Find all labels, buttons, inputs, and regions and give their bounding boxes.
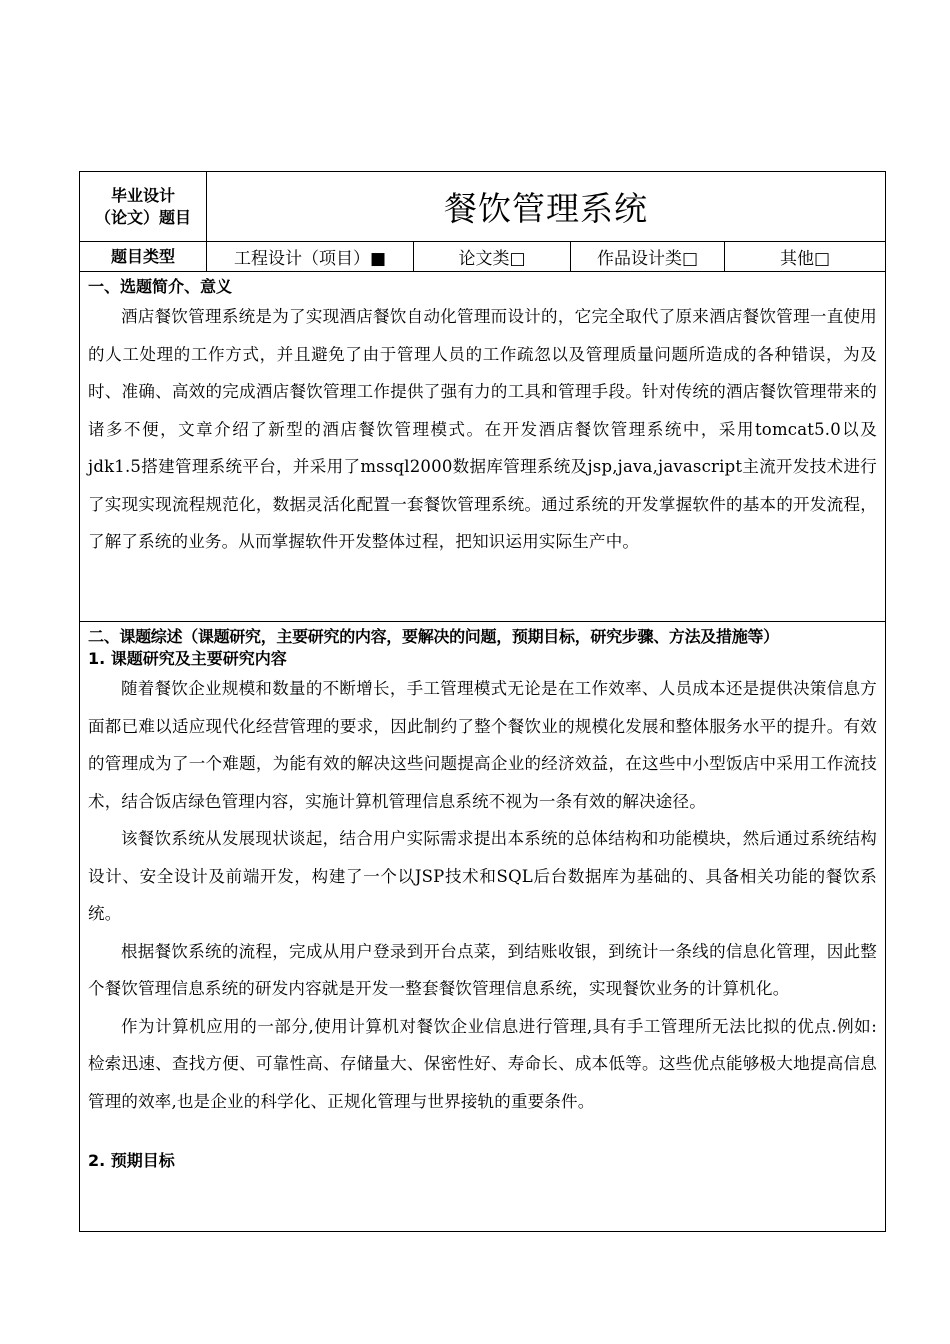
type-option-other: 其他□	[725, 242, 886, 272]
type-option-thesis: 论文类□	[414, 242, 571, 272]
section2-paragraph-1: 随着餐饮企业规模和数量的不断增长，手工管理模式无论是在工作效率、人员成本还是提供决策信息方面都已难以适应现代化经营管理的要求，因此制约了整个餐饮业的规模化发展和整体服务水平的提升。有效的管理成为了一个难题，为能有效的解决这些问题提高企业的经济效益，在这些中小型饭店中采用工作流技术，结合饭店绿色管理内容，实施计算机管理信息系统不视为一条有效的解决途径。	[88, 679, 877, 811]
section1-heading: 一、选题简介、意义	[88, 277, 233, 296]
section2-sub2-heading: 2. 预期目标	[88, 1151, 175, 1170]
section1-cell	[80, 272, 886, 622]
type-option-design: 作品设计类□	[571, 242, 725, 272]
type-option-engineering: 工程设计（项目）■	[207, 242, 414, 272]
section1-paragraph: 酒店餐饮管理系统是为了实现酒店餐饮自动化管理而设计的，它完全取代了原来酒店餐饮管理一直使用的人工处理的工作方式，并且避免了由于管理人员的工作疏忽以及管理质量问题所造成的各种错误，为及时、准确、高效的完成酒店餐饮管理工作提供了强有力的工具和管理手段。针对传统的酒店餐饮管理带来的诸多不便，文章介绍了新型的酒店餐饮管理模式。在开发酒店餐饮管理系统中，采用tomcat5.0以及jdk1.5搭建管理系统平台，并采用了mssql2000数据库管理系统及jsp,java,javascript主流开发技术进行了实现实现流程规范化，数据灵活化配置一套餐饮管理系统。通过系统的开发掌握软件的基本的开发流程，了解了系统的业务。从而掌握软件开发整体过程，把知识运用实际生产中。	[88, 307, 877, 551]
topic-title: 餐饮管理系统	[207, 172, 886, 242]
section2-paragraph-4: 作为计算机应用的一部分,使用计算机对餐饮企业信息进行管理,具有手工管理所无法比拟的优点.例如:检索迅速、查找方便、可靠性高、存储量大、保密性好、寿命长、成本低等。这些优点能够极大地提高信息管理的效率,也是企业的科学化、正规化管理与世界接轨的重要条件。	[88, 1016, 877, 1111]
proposal-table	[79, 171, 886, 1232]
section2-paragraph-3: 根据餐饮系统的流程，完成从用户登录到开台点菜，到结账收银，到统计一条线的信息化管理，因此整个餐饮管理信息系统的研发内容就是开发一整套餐饮管理信息系统，实现餐饮业务的计算机化。	[88, 941, 877, 998]
topic-row	[80, 172, 886, 242]
type-label: 题目类型	[80, 242, 207, 272]
section2-cell	[80, 622, 886, 1232]
section2-sub1-heading: 1. 课题研究及主要研究内容	[88, 649, 287, 668]
topic-label-text: 毕业设计 （论文）题目	[94, 185, 191, 227]
topic-label	[80, 172, 207, 242]
type-row	[80, 242, 886, 272]
section1-row	[80, 272, 886, 622]
section2-spacer	[88, 1120, 877, 1150]
section2-heading: 二、课题综述（课题研究，主要研究的内容，要解决的问题，预期目标，研究步骤、方法及措施等）	[88, 627, 779, 646]
section2-paragraph-2: 该餐饮系统从发展现状谈起，结合用户实际需求提出本系统的总体结构和功能模块，然后通过系统结构设计、安全设计及前端开发，构建了一个以JSP技术和SQL后台数据库为基础的、具备相关功能的餐饮系统。	[88, 829, 877, 923]
section2-row	[80, 622, 886, 1232]
